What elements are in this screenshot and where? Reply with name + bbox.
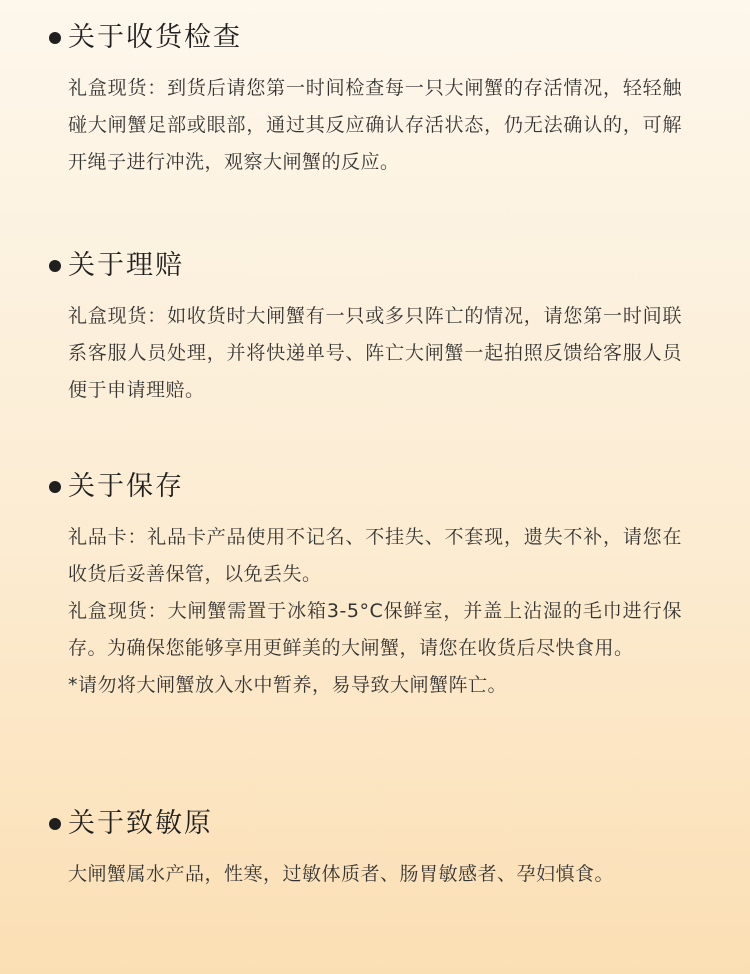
section-paragraph: *请勿将大闸蟹放入水中暂养，易导致大闸蟹阵亡。 — [68, 674, 508, 696]
section-paragraph: 礼盒现货：如收货时大闸蟹有一只或多只阵亡的情况，请您第一时间联系客服人员处理，并将快递单号、阵亡大闸蟹一起拍照反馈给客服人员便于申请理赔。 — [68, 305, 682, 401]
bullet-dot-icon — [49, 481, 61, 493]
bullet-dot-icon — [49, 260, 61, 272]
section-heading — [0, 246, 750, 286]
section-heading — [0, 467, 750, 507]
section-paragraph: 礼盒现货：大闸蟹需置于冰箱3-5°C保鲜室，并盖上沾湿的毛巾进行保存。为确保您能够享用更鲜美的大闸蟹，请您在收货后尽快食用。 — [68, 600, 682, 659]
section-claims — [0, 246, 750, 409]
section-title: 关于致敏原 — [68, 808, 213, 839]
section-title: 关于收货检查 — [68, 22, 242, 53]
section-paragraph: 礼品卡：礼品卡产品使用不记名、不挂失、不套现，遗失不补，请您在收货后妥善保管，以免丢失。 — [68, 526, 682, 585]
section-allergens — [0, 804, 750, 893]
section-receipt-check — [0, 18, 750, 181]
section-paragraph: 大闸蟹属水产品，性寒，过敏体质者、肠胃敏感者、孕妇慎食。 — [68, 863, 615, 885]
section-title: 关于理赔 — [68, 250, 184, 281]
section-paragraph: 礼盒现货：到货后请您第一时间检查每一只大闸蟹的存活情况，轻轻触碰大闸蟹足部或眼部，通过其反应确认存活状态，仍无法确认的，可解开绳子进行冲洗，观察大闸蟹的反应。 — [68, 77, 682, 173]
section-heading — [0, 18, 750, 58]
section-title: 关于保存 — [68, 471, 184, 502]
bullet-dot-icon — [49, 818, 61, 830]
bullet-dot-icon — [49, 32, 61, 44]
section-storage — [0, 467, 750, 704]
section-heading — [0, 804, 750, 844]
